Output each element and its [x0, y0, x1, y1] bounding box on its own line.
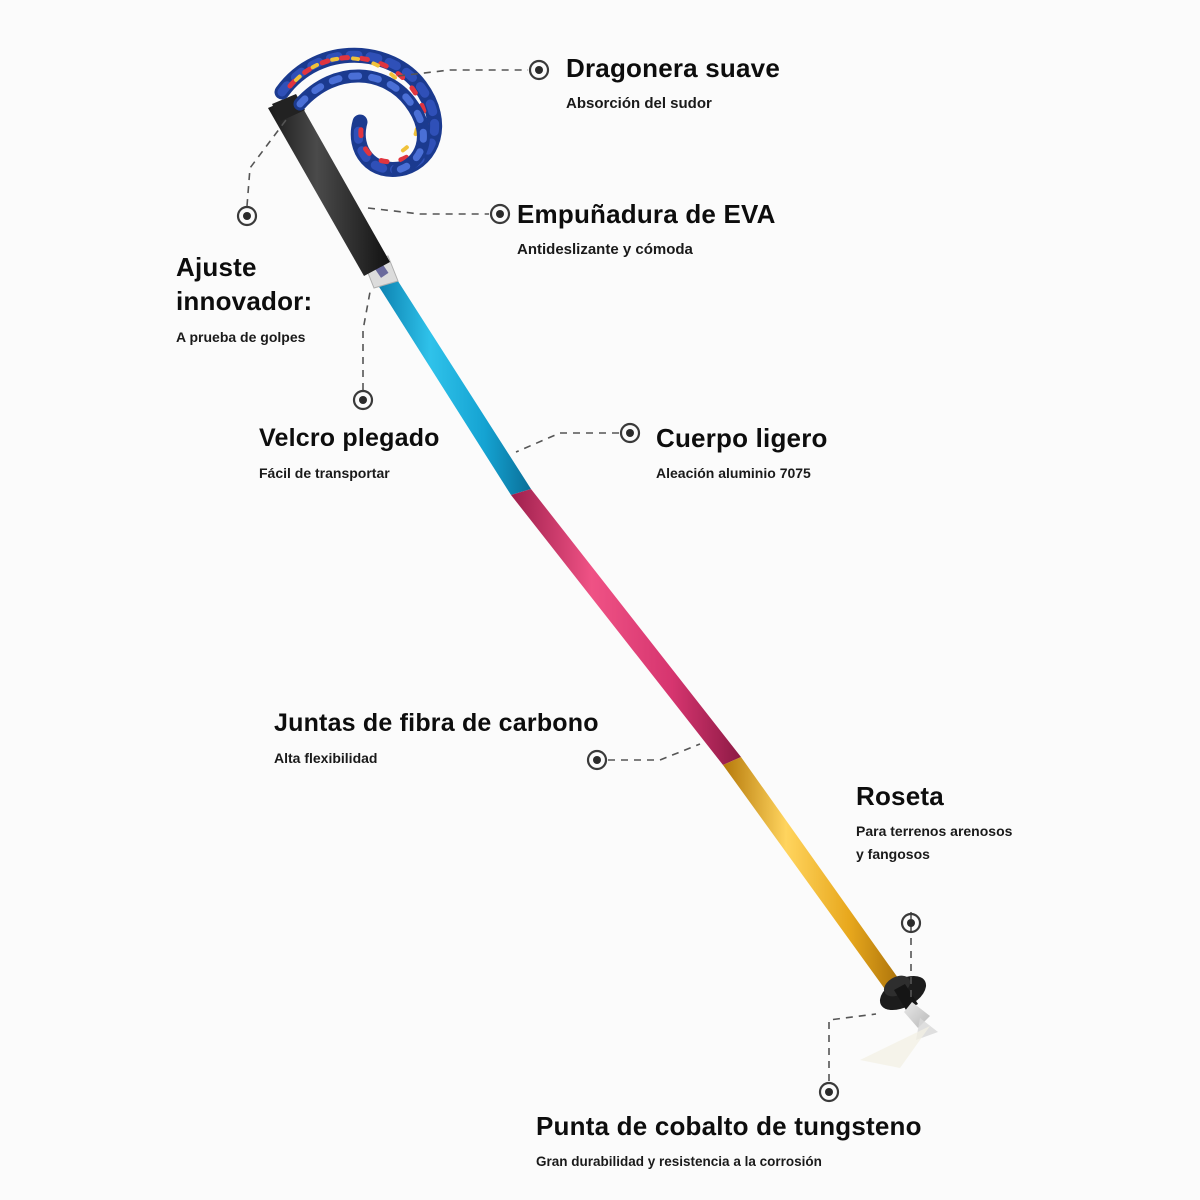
callout-juntas-title: Juntas de fibra de carbono: [274, 709, 599, 737]
callout-ajuste-title: Ajuste innovador:: [176, 252, 313, 316]
callout-cuerpo-title: Cuerpo ligero: [656, 423, 828, 453]
callout-punta: [536, 1110, 922, 1172]
callout-cuerpo-subtitle: Aleación aluminio 7075: [656, 465, 811, 481]
callout-juntas-subtitle: Alta flexibilidad: [274, 750, 378, 766]
callout-cuerpo: [656, 422, 828, 484]
callout-punta-subtitle: Gran durabilidad y resistencia a la corrosión: [536, 1154, 822, 1169]
callout-dragonera-title: Dragonera suave: [566, 53, 780, 83]
callout-punta-title: Punta de cobalto de tungsteno: [536, 1111, 922, 1141]
tungsten-tip: [860, 1002, 938, 1068]
callout-empunadura-subtitle: Antideslizante y cómoda: [517, 241, 693, 258]
callout-roseta-subtitle-line1: Para terrenos arenosos: [856, 823, 1013, 839]
callout-roseta: [856, 780, 1012, 865]
callout-empunadura-title: Empuñadura de EVA: [517, 199, 776, 229]
callout-roseta-subtitle-line2: y fangosos: [856, 846, 930, 862]
callout-velcro: [259, 423, 440, 484]
eva-grip: [268, 94, 390, 276]
callout-roseta-title: Roseta: [856, 781, 944, 811]
callout-velcro-title: Velcro plegado: [259, 424, 440, 452]
callout-dragonera: [566, 52, 780, 115]
callout-velcro-subtitle: Fácil de transportar: [259, 465, 390, 481]
callout-empunadura: [517, 198, 776, 261]
callout-juntas: [274, 708, 599, 769]
pole-shaft: [376, 278, 903, 992]
callout-ajuste-subtitle: A prueba de golpes: [176, 329, 306, 345]
callout-ajuste: [176, 250, 386, 348]
callout-dragonera-subtitle: Absorción del sudor: [566, 95, 712, 112]
